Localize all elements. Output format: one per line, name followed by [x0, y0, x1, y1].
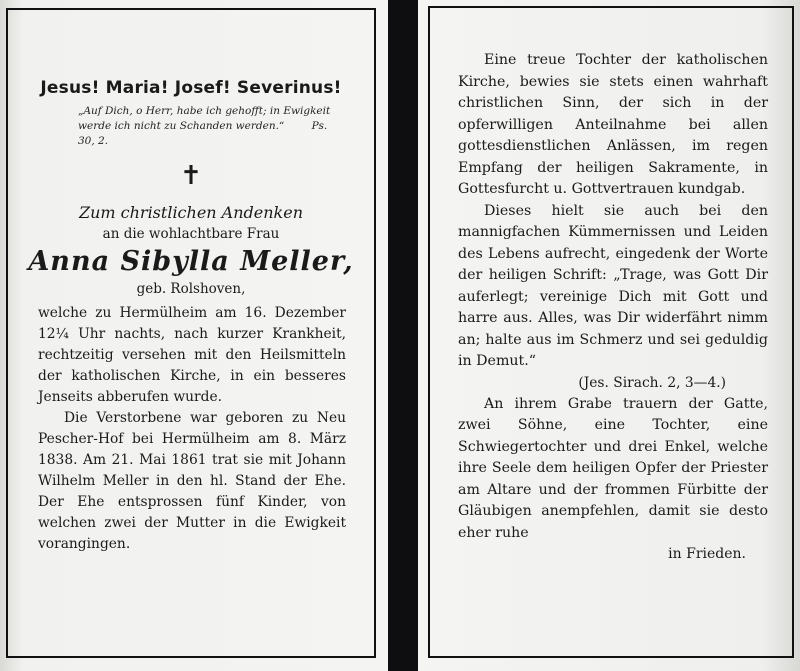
- psalm-reference: Ps. 30, 2.: [78, 120, 328, 147]
- deceased-name: Anna Sibylla Meller,: [28, 246, 354, 277]
- maiden-name: geb. Rolshoven,: [136, 281, 246, 297]
- right-card-border: [428, 6, 794, 658]
- cross-icon: ✝: [180, 161, 202, 191]
- faith-paragraph: Eine treue Tochter der katholischen Kirche, bewies sie stets einen wahrhaft christlichen Sinn, der sich in der opferwilligen Anteilnahme bei allen gottesdienstlichen Anlässen, im regen Empfang der heiligen Sakramente, in Gottesfurcht u. Gottvertrauen kundgab.: [458, 52, 768, 197]
- closing-phrase: in Frieden.: [668, 546, 746, 562]
- right-card: [418, 0, 800, 671]
- scripture-citation: (Jes. Sirach. 2, 3—4.): [578, 374, 726, 391]
- intro-line: an die wohlachtbare Frau: [102, 226, 280, 242]
- biography-paragraph: Die Verstorbene war geboren zu Neu Pescher-Hof bei Hermülheim am 8. März 1838. Am 21. Mai 1861 trat sie mit Johann Wilhelm Meller in den hl. Stand der Ehe. Der Ehe entsprossen fünf Kinder, von welchen zwei der Mutter in die Ewigkeit vorangingen.: [38, 410, 346, 552]
- death-notice-paragraph: welche zu Hermülheim am 16. Dezember 12¼ Uhr nachts, nach kurzer Krankheit, rechtzeitig versehen mit den Heilsmitteln der katholischen Kirche, in ein besseres Jenseits abberufen wurde.: [38, 305, 346, 405]
- psalm-motto: [78, 104, 346, 149]
- left-card-border: [6, 8, 376, 658]
- left-card: [0, 0, 388, 671]
- mourners-paragraph: An ihrem Grabe trauern der Gatte, zwei Söhne, eine Tochter, eine Schwiegertochter und drei Enkel, welche ihre Seele dem heiligen Opfer der Priester am Altare und der frommen Fürbitte der Gläubigen anempfehlen, damit sie desto eher ruhe: [458, 395, 768, 541]
- memorial-title: Zum christlichen Andenken: [78, 203, 304, 222]
- psalm-text: „Auf Dich, o Herr, habe ich gehofft; in Ewigkeit werde ich nicht zu Schanden werden.“: [78, 105, 331, 132]
- scripture-paragraph: Dieses hielt sie auch bei den mannigfachen Kümmernissen und Leiden des Lebens aufrecht, eingedenk der Worte der heiligen Schrift: „Trage, was Gott Dir auferlegt; vereinige Dich mit Gott und harre aus. Alles, was Dir widerfährt nimm an; halte aus im Schmerz und sei geduldig in Demut.“: [458, 202, 768, 369]
- invocation-heading: Jesus! Maria! Josef! Severinus!: [40, 78, 342, 98]
